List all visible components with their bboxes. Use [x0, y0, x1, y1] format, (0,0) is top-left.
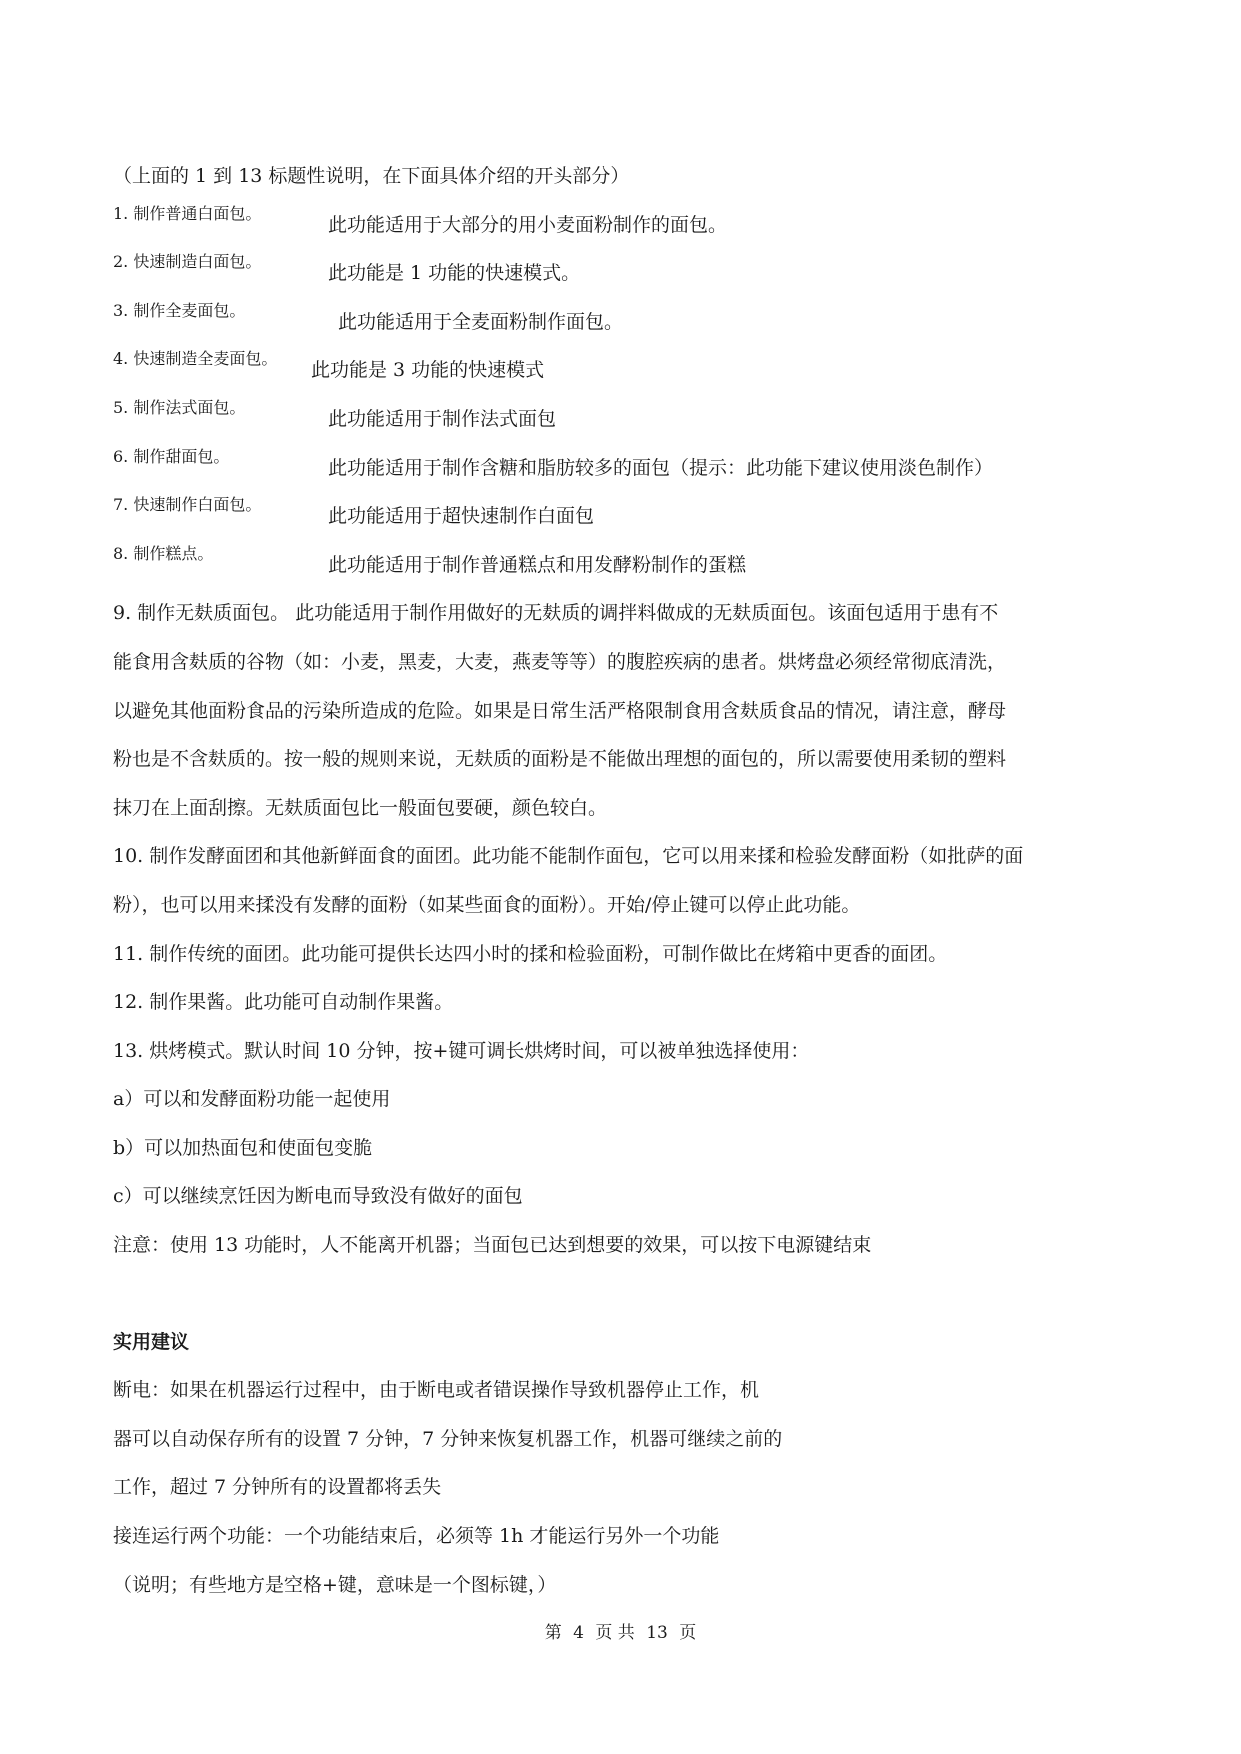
feature-desc: 此功能是 1 功能的快速模式。 [328, 262, 581, 285]
feature-item-6 [113, 444, 1143, 493]
feature-item-13: 13. 烘烤模式。默认时间 10 分钟，按+键可调长烘烤时间，可以被单独选择使用： [113, 1039, 810, 1062]
feature-item-11: 11. 制作传统的面团。此功能可提供长达四小时的揉和检验面粉，可制作做比在烤箱中更香的面团。 [113, 942, 948, 965]
feature-item-1 [113, 201, 1143, 250]
document-body [113, 152, 1143, 1609]
feature-term: 6. 制作甜面包。 [113, 446, 230, 466]
paragraph-line: 以避免其他面粉食品的污染所造成的危险。如果是日常生活严格限制食用含麸质食品的情况，请注意，酵母 [113, 699, 1007, 722]
sub-item-c: c）可以继续烹饪因为断电而导致没有做好的面包 [113, 1185, 523, 1208]
paragraph-line: 粉），也可以用来揉没有发酵的面粉（如某些面食的面粉）。开始/停止键可以停止此功能。 [113, 893, 861, 916]
feature-desc: 此功能适用于制作普通糕点和用发酵粉制作的蛋糕 [328, 553, 747, 576]
feature-item-4 [113, 346, 1143, 395]
feature-term: 7. 快速制作白面包。 [113, 495, 262, 515]
advice-line: 接连运行两个功能：一个功能结束后，必须等 1h 才能运行另外一个功能 [113, 1525, 720, 1548]
feature-desc: 此功能适用于制作含糖和脂肪较多的面包（提示：此功能下建议使用淡色制作） [328, 456, 994, 479]
paragraph-line: 10. 制作发酵面团和其他新鲜面食的面团。此功能不能制作面包，它可以用来揉和检验发酵面粉（如批萨的面 [113, 845, 1024, 868]
feature-item-9 [113, 589, 1143, 832]
feature-desc: 此功能适用于大部分的用小麦面粉制作的面包。 [328, 213, 728, 236]
feature-desc: 此功能适用于全麦面粉制作面包。 [338, 310, 624, 333]
feature-item-2 [113, 249, 1143, 298]
sub-item-b: b）可以加热面包和使面包变脆 [113, 1136, 373, 1159]
feature-term: 5. 制作法式面包。 [113, 397, 246, 417]
paragraph-line: 能食用含麸质的谷物（如：小麦，黑麦，大麦，燕麦等等）的腹腔疾病的患者。烘烤盘必须经常彻底清洗， [113, 650, 1007, 673]
spacer [113, 1270, 1143, 1318]
paragraph-line: 抹刀在上面刮擦。无麸质面包比一般面包要硬，颜色较白。 [113, 796, 608, 819]
footer-page-number: 4 [573, 1623, 584, 1643]
feature-item-3 [113, 298, 1143, 347]
feature-term: 1. 制作普通白面包。 [113, 203, 262, 223]
feature-term: 4. 快速制造全麦面包。 [113, 349, 278, 369]
paragraph-line: 粉也是不含麸质的。按一般的规则来说，无麸质的面粉是不能做出理想的面包的，所以需要使用柔韧的塑料 [113, 748, 1007, 771]
advice-line: 工作，超过 7 分钟所有的设置都将丢失 [113, 1476, 442, 1499]
feature-item-12: 12. 制作果酱。此功能可自动制作果酱。 [113, 991, 454, 1014]
footer-middle: 页 共 [595, 1623, 635, 1643]
feature-item-7 [113, 492, 1143, 541]
feature-item-10 [113, 832, 1143, 929]
page-footer [0, 1618, 1241, 1643]
feature-term: 3. 制作全麦面包。 [113, 300, 246, 320]
footer-suffix: 页 [679, 1623, 697, 1643]
feature-term: 8. 制作糕点。 [113, 543, 214, 563]
feature-term: 2. 快速制造白面包。 [113, 252, 262, 272]
advice-line: 器可以自动保存所有的设置 7 分钟，7 分钟来恢复机器工作，机器可继续之前的 [113, 1427, 783, 1450]
sub-item-a: a）可以和发酵面粉功能一起使用 [113, 1088, 391, 1111]
footer-total-pages: 13 [646, 1623, 668, 1643]
feature-desc: 此功能是 3 功能的快速模式 [311, 359, 545, 382]
feature-desc: 此功能适用于制作法式面包 [328, 407, 557, 430]
feature-desc: 此功能适用于超快速制作白面包 [328, 505, 595, 528]
advice-line: 断电：如果在机器运行过程中，由于断电或者错误操作导致机器停止工作，机 [113, 1379, 760, 1402]
paragraph-line: 9. 制作无麸质面包。 此功能适用于制作用做好的无麸质的调拌料做成的无麸质面包。该面包适用于患有不 [113, 602, 999, 625]
footer-prefix: 第 [544, 1623, 562, 1643]
caution-note: 注意：使用 13 功能时，人不能离开机器；当面包已达到想要的效果，可以按下电源键结束 [113, 1234, 872, 1257]
feature-item-8 [113, 541, 1143, 590]
advice-line: （说明；有些地方是空格+键，意味是一个图标键，） [113, 1573, 557, 1596]
section-title: 实用建议 [113, 1330, 190, 1353]
feature-item-5 [113, 395, 1143, 444]
intro-note: （上面的 1 到 13 标题性说明，在下面具体介绍的开头部分） [113, 165, 630, 187]
